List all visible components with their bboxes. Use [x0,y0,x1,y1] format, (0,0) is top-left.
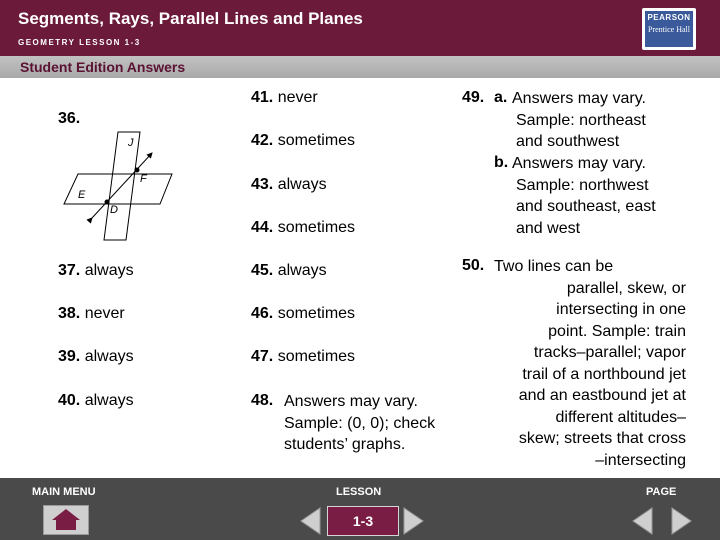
answer-49b-text: Answers may vary. Sample: northwest and southeast, east and west [512,155,656,237]
answer-48-text: Answers may vary. Sample: (0, 0); check students’ graphs. [284,393,436,453]
answer-40: 40. always [58,392,134,409]
label-d: D [110,204,118,216]
section-title: Student Edition Answers [20,59,186,75]
answer-49-number: 49. [462,89,485,106]
answer-44: 44. sometimes [251,219,356,236]
answer-50-text: Two lines can be parallel, skew, or intersecting in one point. Sample: train tracks–parallel; vapor trail of a northbound jet and an eastbound jet at different altitudes– skew; streets that cross –intersecting [494,258,686,469]
triangle-left-icon [301,508,320,534]
logo-publisher: PEARSON [647,13,691,22]
answer-49b-label: b. [494,154,509,171]
answer-49a-label: a. [494,89,508,106]
page-label: PAGE [646,486,677,498]
point-d [105,200,110,205]
answer-37: 37. always [58,262,134,279]
answer-48-number: 48. [251,392,274,409]
previous-lesson-button[interactable] [298,506,324,536]
page-title: Segments, Rays, Parallel Lines and Planes [18,9,363,28]
label-j: J [128,137,134,149]
triangle-right-icon [672,508,691,534]
header-bar [0,0,720,56]
logo-imprint: Prentice Hall [648,25,690,34]
point-f [135,168,140,173]
answer-50-number: 50. [462,257,485,274]
previous-page-button[interactable] [630,506,656,536]
label-e: E [78,189,86,201]
answer-39: 39. always [58,348,134,365]
home-button[interactable] [43,505,89,535]
lesson-number: 1-3 [327,506,399,536]
answer-43: 43. always [251,176,327,193]
lesson-label: LESSON [336,486,382,498]
triangle-left-icon [633,508,652,534]
answer-47: 47. sometimes [251,348,356,365]
line-df [92,153,152,218]
answer-38: 38. never [58,305,125,322]
next-page-button[interactable] [668,506,694,536]
answer-36-number: 36. [58,110,81,127]
answer-49a-text: Answers may vary. Sample: northeast and southwest [512,90,646,150]
label-f: F [140,173,147,185]
main-menu-label: MAIN MENU [32,486,96,498]
answer-41: 41. never [251,89,318,106]
section-ribbon [0,56,720,78]
answer-46: 46. sometimes [251,305,356,322]
answer-42: 42. sometimes [251,132,356,149]
triangle-right-icon [404,508,423,534]
planes-diagram [60,128,180,243]
next-lesson-button[interactable] [400,506,426,536]
pearson-logo [642,8,696,50]
answer-45: 45. always [251,262,327,279]
lesson-subtitle: GEOMETRY LESSON 1-3 [18,38,141,47]
